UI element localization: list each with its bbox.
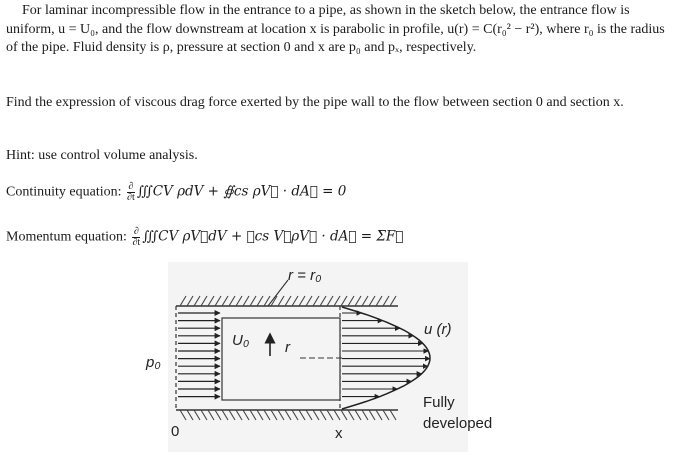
momentum-formula: ∭CV ρV⃗dV + ∯cs V⃗ρV⃗ · dA⃗ = ΣF⃗ — [142, 228, 404, 245]
hint-text: Hint: use control volume analysis. — [6, 148, 198, 163]
uniform-core-region — [222, 318, 340, 400]
label-u-of-r: u (r) — [424, 321, 452, 338]
partial-derivative: $\frac{\partial}{\partial t}$ — [132, 226, 141, 248]
problem-paragraph-1: For laminar incompressible flow in the entrance to a pipe, as shown in the sketch below, the entrance flow is uniform, u = U₀, and the flow downstream at location x is parabolic in profile, u(r) = C(r₀² − r²), where r₀ is the radius of the pipe. Fluid density is ρ, pressure at section 0 and x are p₀ and pₓ, respectively. — [6, 3, 665, 55]
momentum-label: Momentum equation: — [6, 229, 127, 245]
label-p0: p₀ — [146, 354, 161, 371]
label-r-equals-r0: r = r₀ — [288, 267, 322, 284]
problem-paragraph-2: Find the expression of viscous drag force exerted by the pipe wall to the flow between section 0 and section x. — [6, 95, 624, 110]
label-section-0: 0 — [171, 423, 180, 440]
label-r: r — [285, 339, 290, 356]
continuity-formula: ∭CV ρdV + ∯cs ρV⃗ · dA⃗ = 0 — [136, 183, 347, 200]
label-developed: developed — [423, 415, 493, 432]
label-section-x: x — [335, 425, 343, 442]
continuity-label: Continuity equation: — [6, 184, 122, 200]
label-fully: Fully — [423, 394, 455, 411]
label-U0: U₀ — [232, 332, 250, 349]
partial-derivative: $\frac{\partial}{\partial t}$ — [127, 181, 135, 203]
